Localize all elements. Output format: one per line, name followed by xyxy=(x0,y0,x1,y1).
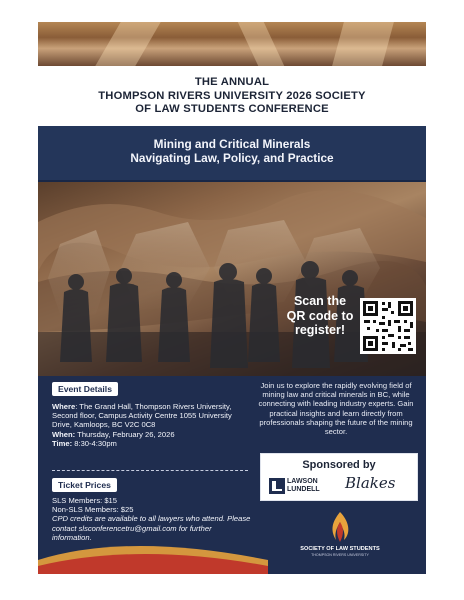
scan-line-3: register! xyxy=(294,323,346,337)
where-value: : The Grand Hall, Thompson Rivers University, Second floor, Campus Activity Centre 1055 University Drive, Kamloops, BC V2C 0C8 xyxy=(52,402,232,430)
sls-university: THOMPSON RIVERS UNIVERSITY xyxy=(311,553,369,557)
title-line-1: THE ANNUAL xyxy=(194,76,270,88)
section-divider xyxy=(52,470,248,471)
lawson-text: LAWSON xyxy=(287,478,318,485)
subtitle-line-1: Mining and Critical Minerals xyxy=(153,137,311,151)
mine-silhouette-photo xyxy=(38,182,426,376)
title-line-3: OF LAW STUDENTS CONFERENCE xyxy=(135,103,329,115)
flame-icon xyxy=(294,510,386,546)
poster-panel xyxy=(38,126,426,574)
decorative-swoosh xyxy=(38,526,268,574)
sponsored-by-title: Sponsored by xyxy=(302,459,376,471)
title-line-2: THOMPSON RIVERS UNIVERSITY 2026 SOCIETY xyxy=(98,89,366,102)
scan-line-2: QR code to xyxy=(286,308,354,323)
time-value: 8:30-4:30pm xyxy=(72,438,117,448)
cpd-note: CPD credits are available to all lawyers who attend. Please contact slsconferencetru@gmail.com for further information. xyxy=(52,514,251,542)
qr-code-icon xyxy=(360,298,416,354)
time-label: Time: xyxy=(52,438,73,448)
registration-qr-code[interactable] xyxy=(360,298,416,354)
when-label: When: xyxy=(52,429,76,439)
top-banner-image xyxy=(38,22,426,66)
sls-logo xyxy=(294,510,386,566)
event-details-label: Event Details xyxy=(52,382,118,396)
scan-qr-text xyxy=(276,294,364,338)
lawson-lundell-mark-icon xyxy=(269,478,285,494)
event-details-text xyxy=(52,402,248,448)
ticket-prices-label: Ticket Prices xyxy=(52,478,117,492)
where-label: Where xyxy=(52,402,76,411)
when-value: Thursday, February 26, 2026 xyxy=(75,429,175,439)
conference-title xyxy=(38,76,426,117)
lawson-lundell-logo xyxy=(269,476,331,496)
lawson-lundell-wordmark xyxy=(287,478,320,494)
scan-line-1: Scan the xyxy=(293,294,347,308)
sls-name: SOCIETY OF LAW STUDENTS xyxy=(300,546,380,552)
sls-member-price: SLS Members: $15 xyxy=(52,496,117,505)
non-sls-member-price: Non-SLS Members: $25 xyxy=(52,505,134,515)
conference-intro: Join us to explore the rapidly evolving field of mining law and critical minerals in BC, while connecting with leading industry experts. Gain practical insights and learn directly from professionals shaping the future of the mining sector. xyxy=(258,381,414,437)
lundell-text: LUNDELL xyxy=(287,486,320,493)
blakes-logo: Blakes xyxy=(345,474,396,492)
subtitle-band xyxy=(38,126,426,182)
subtitle-line-2: Navigating Law, Policy, and Practice xyxy=(130,151,334,165)
sponsors-box xyxy=(260,453,418,501)
